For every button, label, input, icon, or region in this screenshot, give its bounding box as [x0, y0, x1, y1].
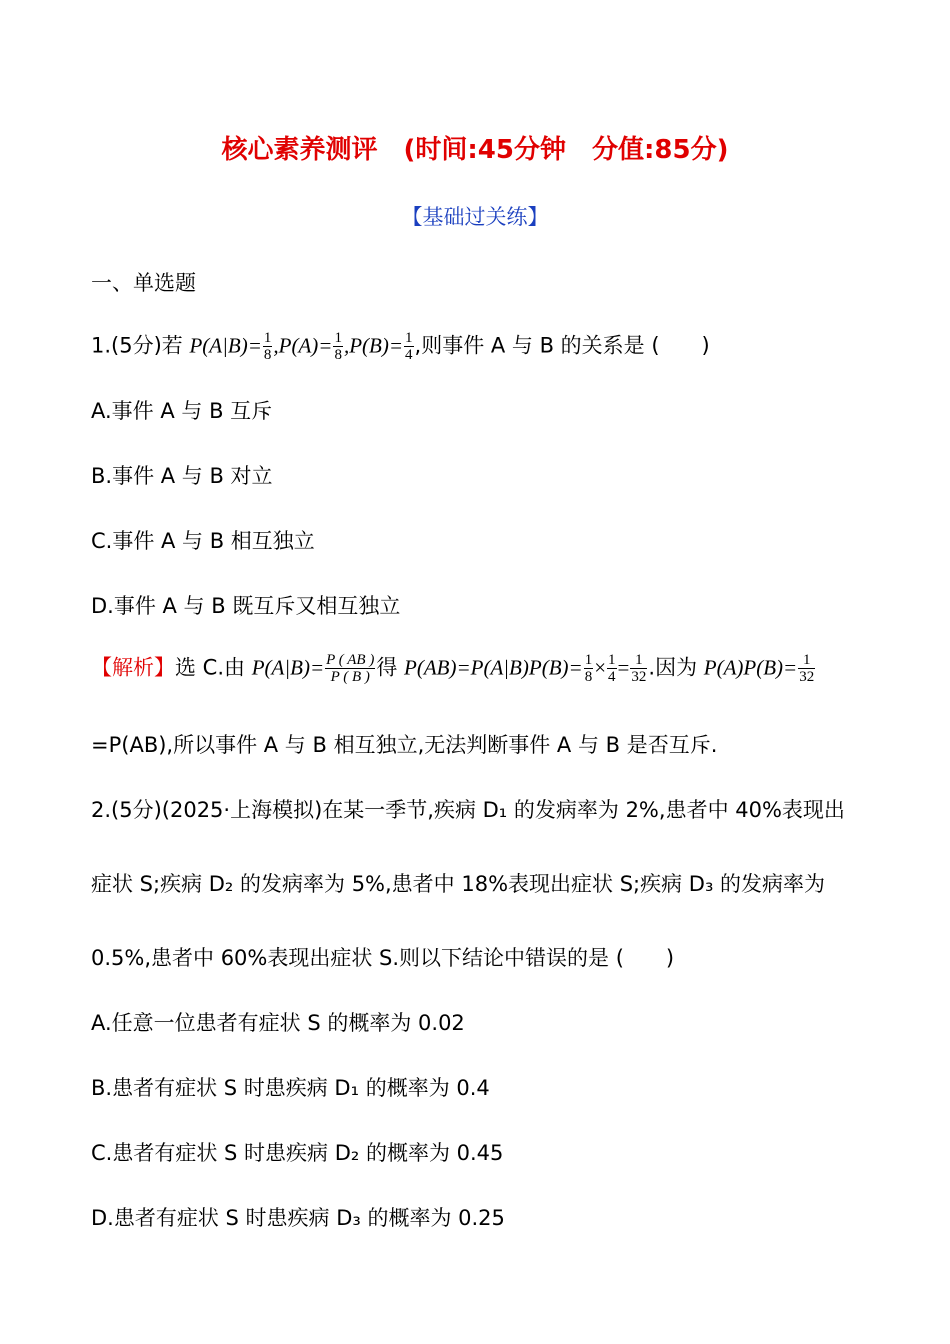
q2-option-c: C.患者有症状 S 时患疾病 D₂ 的概率为 0.45: [91, 1141, 504, 1165]
q1-p-a: ,P(A)=: [273, 333, 333, 358]
fraction-1-4: $\frac{1}{4}$: [608, 652, 616, 685]
q2-stem-line2: 症状 S;疾病 D₂ 的发病率为 5%,患者中 18%表现出症状 S;疾病 D₃ 的发病率为: [91, 872, 826, 896]
part-heading: 一、单选题: [91, 271, 196, 295]
q2-option-b: B.患者有症状 S 时患疾病 D₁ 的概率为 0.4: [91, 1076, 490, 1100]
q2-option-d: D.患者有症状 S 时患疾病 D₃ 的概率为 0.25: [91, 1206, 505, 1230]
solution-tag: 【解析】: [91, 655, 175, 680]
q1-option-d: D.事件 A 与 B 既互斥又相互独立: [91, 594, 401, 618]
q1-p-b: ,P(B)=: [343, 333, 404, 358]
fraction-1-8: $\frac{1}{8}$: [334, 330, 342, 363]
page-title: 核心素养测评 (时间:45分钟 分值:85分): [221, 135, 729, 165]
solution-text: 选 C.由: [175, 655, 252, 680]
fraction-1-8: $\frac{1}{8}$: [263, 330, 272, 363]
q2-option-a: A.任意一位患者有症状 S 的概率为 0.02: [91, 1011, 465, 1035]
q1-option-a: A.事件 A 与 B 互斥: [91, 399, 273, 423]
q1-prefix: 1.(5分)若: [91, 333, 190, 358]
section-label: 【基础过关练】: [401, 205, 549, 229]
q2-stem-line1: 2.(5分)(2025·上海模拟)在某一季节,疾病 D₁ 的发病率为 2%,患者中 40%表现出: [91, 798, 845, 822]
math-expr: P(A|B)=: [251, 655, 325, 680]
q2-stem-line3: 0.5%,患者中 60%表现出症状 S.则以下结论中错误的是 ( ): [91, 946, 675, 970]
solution-text: 得: [376, 655, 404, 680]
solution-text: .因为: [648, 655, 704, 680]
math-expr: P(AB)=P(A|B)P(B)=: [404, 655, 583, 680]
q1-solution-line1: [91, 652, 816, 685]
q1-p-a-given-b: P(A|B)=: [189, 333, 262, 358]
q1-option-b: B.事件 A 与 B 对立: [91, 464, 273, 488]
q1-stem: [91, 330, 710, 363]
q1-option-c: C.事件 A 与 B 相互独立: [91, 529, 315, 553]
fraction-1-32: $\frac{1}{32}$: [799, 652, 815, 685]
fraction-1-8: $\frac{1}{8}$: [584, 652, 593, 685]
fraction-1-4: $\frac{1}{4}$: [405, 330, 413, 363]
times-sign: ×: [594, 655, 607, 680]
q1-suffix: ,则事件 A 与 B 的关系是 ( ): [414, 333, 710, 358]
equals-sign: =: [617, 655, 630, 680]
math-expr: P(A)P(B)=: [703, 655, 798, 680]
q1-solution-line2: =P(AB),所以事件 A 与 B 相互独立,无法判断事件 A 与 B 是否互斥.: [91, 733, 718, 757]
fraction-1-32: $\frac{1}{32}$: [631, 652, 647, 685]
fraction-pab-pb: $\frac{P ( AB )}{P ( B )}$: [326, 652, 375, 685]
